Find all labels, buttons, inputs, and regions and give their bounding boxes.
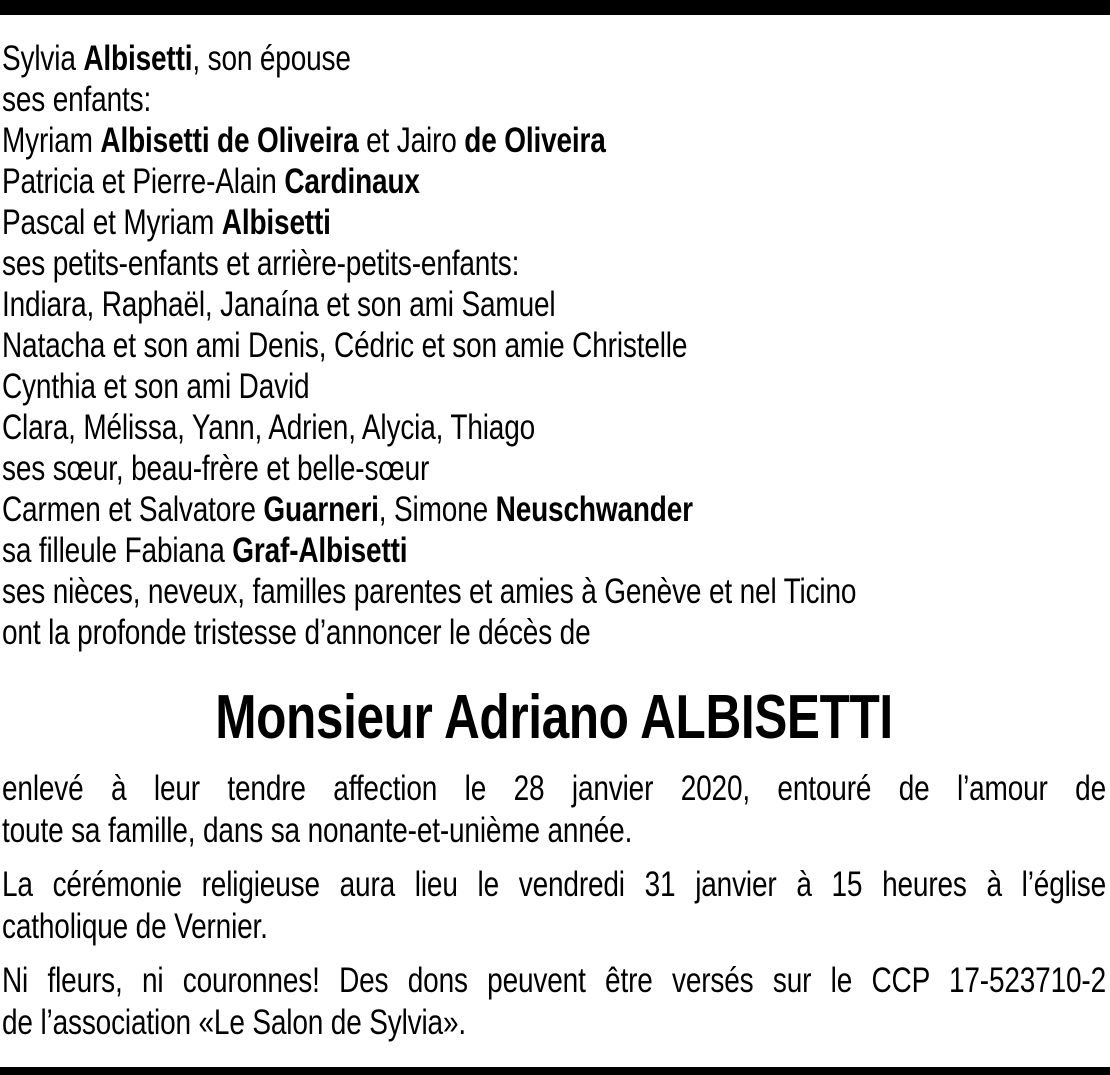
family-line-text: , Simone bbox=[378, 490, 496, 529]
family-name-bold: de Oliveira bbox=[464, 121, 606, 160]
family-line-text: sa filleule Fabiana bbox=[2, 531, 233, 570]
notice-paragraph bbox=[2, 864, 1106, 948]
family-line-text: ses enfants: bbox=[2, 80, 152, 119]
paragraph-line: La cérémonie religieuse aura lieu le vendredi 31 janvier à 15 heures à l’église bbox=[2, 865, 1106, 904]
family-line bbox=[2, 571, 1106, 612]
family-line-text: ses sœur, beau-frère et belle-sœur bbox=[2, 449, 430, 488]
notice-content bbox=[2, 38, 1106, 1044]
paragraph-line: enlevé à leur tendre affection le 28 janvier 2020, entouré de l’amour de bbox=[2, 769, 1106, 808]
notice-text-block bbox=[2, 38, 1106, 1044]
family-line-text: Myriam bbox=[2, 121, 101, 160]
family-line bbox=[2, 489, 1106, 530]
family-name-bold: Cardinaux bbox=[284, 162, 420, 201]
notice-paragraph bbox=[2, 960, 1106, 1044]
family-line-text: ses nièces, neveux, familles parentes et amies à Genève et nel Ticino bbox=[2, 572, 857, 611]
family-name-bold: Albisetti bbox=[83, 39, 193, 78]
family-name-bold: Albisetti de Oliveira bbox=[100, 121, 359, 160]
family-line bbox=[2, 38, 1106, 79]
family-line-text: Pascal et Myriam bbox=[2, 203, 222, 242]
family-line-text: ses petits-enfants et arrière-petits-enfants: bbox=[2, 244, 520, 283]
family-line-text: Indiara, Raphaël, Janaína et son ami Samuel bbox=[2, 285, 556, 324]
family-line bbox=[2, 161, 1106, 202]
family-line bbox=[2, 243, 1106, 284]
family-lines bbox=[2, 38, 1106, 653]
family-line-text: Patricia et Pierre-Alain bbox=[2, 162, 285, 201]
family-line bbox=[2, 79, 1106, 120]
family-line bbox=[2, 202, 1106, 243]
family-line-text: Carmen et Salvatore bbox=[2, 490, 264, 529]
family-line-text: Clara, Mélissa, Yann, Adrien, Alycia, Thiago bbox=[2, 408, 536, 447]
paragraph-line: Ni fleurs, ni couronnes! Des dons peuvent être versés sur le CCP 17-523710-2 bbox=[2, 961, 1106, 1000]
family-name-bold: Graf-Albisetti bbox=[232, 531, 408, 570]
paragraph-line: de l’association «Le Salon de Sylvia». bbox=[2, 1003, 467, 1042]
family-line bbox=[2, 407, 1106, 448]
paragraphs bbox=[2, 768, 1106, 1044]
family-line bbox=[2, 448, 1106, 489]
family-line-text: et Jairo bbox=[358, 121, 465, 160]
top-border-rule bbox=[0, 0, 1110, 15]
family-line-text: Natacha et son ami Denis, Cédric et son amie Christelle bbox=[2, 326, 688, 365]
family-line-text: , son épouse bbox=[192, 39, 351, 78]
notice-paragraph bbox=[2, 768, 1106, 852]
family-line-text: ont la profonde tristesse d’annoncer le décès de bbox=[2, 613, 591, 652]
family-line bbox=[2, 366, 1106, 407]
bottom-border-rule bbox=[0, 1067, 1110, 1075]
family-line bbox=[2, 325, 1106, 366]
paragraph-line: catholique de Vernier. bbox=[2, 907, 268, 946]
deceased-name-title: Monsieur Adriano ALBISETTI bbox=[215, 683, 893, 752]
family-line-text: Sylvia bbox=[2, 39, 84, 78]
family-name-bold: Guarneri bbox=[263, 490, 379, 529]
family-line bbox=[2, 530, 1106, 571]
family-line-text: Cynthia et son ami David bbox=[2, 367, 310, 406]
family-name-bold: Neuschwander bbox=[495, 490, 693, 529]
family-line bbox=[2, 120, 1106, 161]
family-line bbox=[2, 284, 1106, 325]
paragraph-line: toute sa famille, dans sa nonante-et-unième année. bbox=[2, 811, 633, 850]
family-name-bold: Albisetti bbox=[221, 203, 331, 242]
family-line bbox=[2, 612, 1106, 653]
